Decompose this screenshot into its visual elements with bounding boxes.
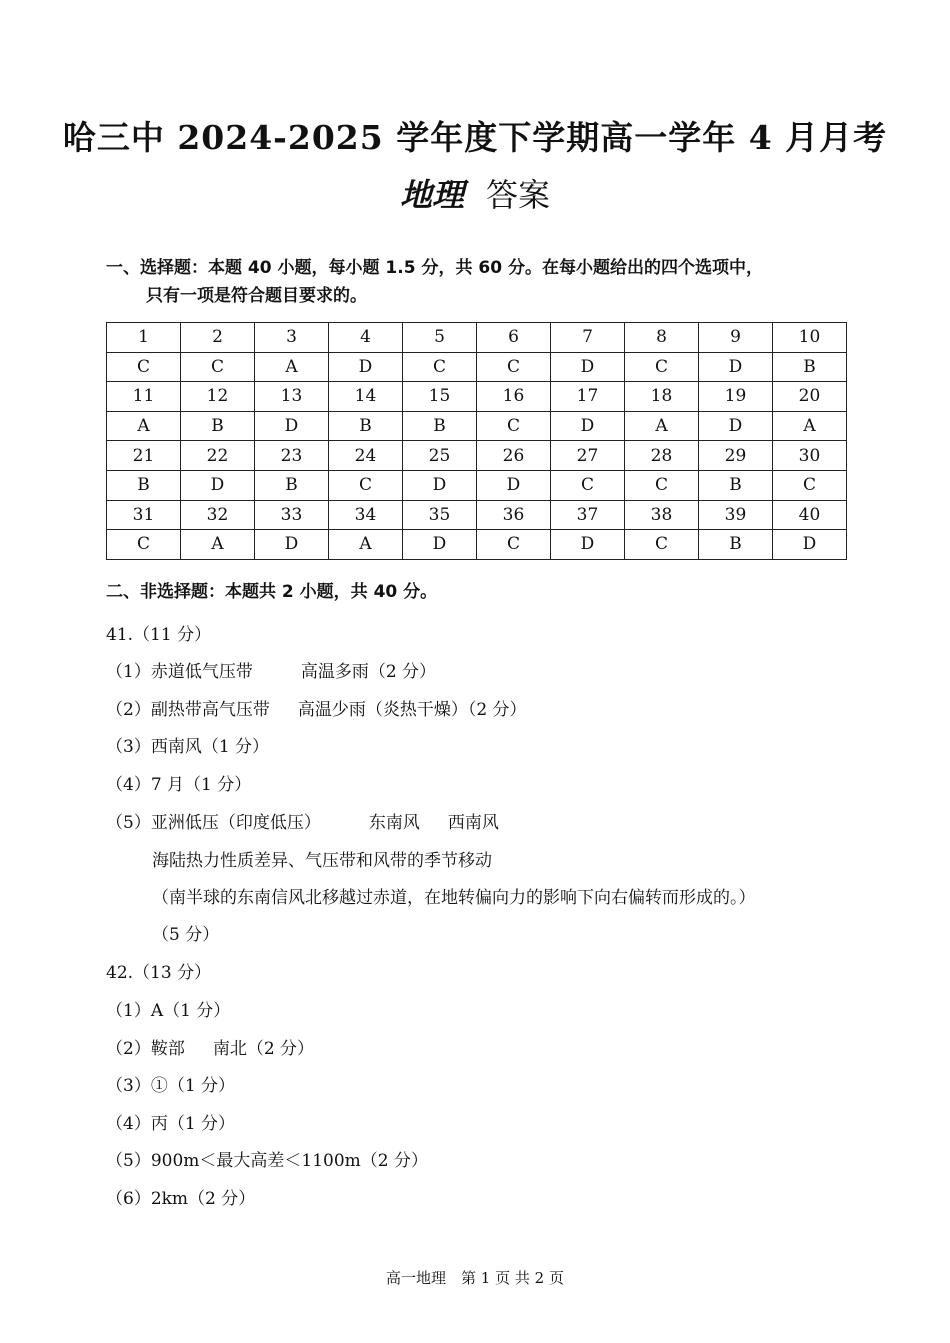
table-cell: 29	[699, 441, 773, 471]
q41-answer-5-score: （5 分）	[152, 925, 220, 945]
q41-answer-4: （4）7 月（1 分）	[106, 775, 252, 795]
q41-answer-3: （3）西南风（1 分）	[106, 737, 270, 757]
table-cell: A	[329, 530, 403, 560]
table-cell: D	[477, 470, 551, 500]
answer-label: 答案	[486, 176, 551, 214]
table-cell: 38	[625, 500, 699, 530]
table-cell: D	[403, 530, 477, 560]
table-row	[107, 530, 847, 560]
q41-answer-2: （2）副热带高气压带 高温少雨（炎热干燥）（2 分）	[106, 700, 527, 720]
table-cell: 35	[403, 500, 477, 530]
table-row	[107, 441, 847, 471]
table-row	[107, 382, 847, 412]
table-cell: 13	[255, 382, 329, 412]
table-cell: A	[255, 352, 329, 382]
table-cell: A	[107, 411, 181, 441]
table-cell: 16	[477, 382, 551, 412]
table-cell: 30	[773, 441, 847, 471]
table-cell: 25	[403, 441, 477, 471]
table-cell: 22	[181, 441, 255, 471]
table-row	[107, 352, 847, 382]
table-cell: B	[403, 411, 477, 441]
q42-answer-1: （1）A（1 分）	[106, 1001, 231, 1021]
table-cell: D	[181, 470, 255, 500]
q42-answer-6: （6）2km（2 分）	[106, 1189, 256, 1209]
table-cell: B	[107, 470, 181, 500]
table-cell: C	[329, 470, 403, 500]
q42-heading: 42.（13 分）	[106, 963, 212, 983]
table-cell: D	[403, 470, 477, 500]
table-cell: A	[773, 411, 847, 441]
section2-heading: 二、非选择题：本题共 2 小题，共 40 分。	[106, 582, 438, 602]
q41-answer-1: （1）赤道低气压带 高温多雨（2 分）	[106, 662, 437, 682]
table-cell: 31	[107, 500, 181, 530]
table-row	[107, 470, 847, 500]
table-cell: 20	[773, 382, 847, 412]
table-cell: D	[329, 352, 403, 382]
table-cell: D	[699, 352, 773, 382]
table-cell: 26	[477, 441, 551, 471]
table-cell: 39	[699, 500, 773, 530]
table-cell: C	[625, 470, 699, 500]
table-cell: A	[181, 530, 255, 560]
table-cell: 27	[551, 441, 625, 471]
table-cell: 32	[181, 500, 255, 530]
table-cell: 7	[551, 323, 625, 353]
table-cell: 14	[329, 382, 403, 412]
table-cell: 37	[551, 500, 625, 530]
table-cell: D	[255, 530, 329, 560]
table-cell: C	[477, 352, 551, 382]
table-cell: 8	[625, 323, 699, 353]
table-cell: 18	[625, 382, 699, 412]
table-cell: 40	[773, 500, 847, 530]
page-title: 哈三中 2024-2025 学年度下学期高一学年 4 月月考	[62, 118, 888, 157]
table-cell: D	[773, 530, 847, 560]
section1-line1: 一、选择题：本题 40 小题，每小题 1.5 分，共 60 分。在每小题给出的四个选项中，	[106, 258, 763, 278]
table-cell: D	[699, 411, 773, 441]
table-cell: 17	[551, 382, 625, 412]
table-cell: B	[699, 470, 773, 500]
table-cell: 15	[403, 382, 477, 412]
table-cell: B	[329, 411, 403, 441]
table-cell: 23	[255, 441, 329, 471]
q42-answer-5: （5）900m＜最大高差＜1100m（2 分）	[106, 1151, 428, 1171]
q41-answer-5-note: （南半球的东南信风北移越过赤道，在地转偏向力的影响下向右偏转而形成的。）	[152, 888, 756, 908]
table-cell: 5	[403, 323, 477, 353]
table-cell: C	[551, 470, 625, 500]
table-cell: 24	[329, 441, 403, 471]
table-cell: 9	[699, 323, 773, 353]
table-cell: 10	[773, 323, 847, 353]
table-cell: 2	[181, 323, 255, 353]
subject-name: 地理	[399, 176, 464, 214]
table-cell: C	[107, 352, 181, 382]
page-subtitle	[0, 170, 950, 216]
table-cell: D	[551, 352, 625, 382]
q42-answer-3: （3）①（1 分）	[106, 1076, 236, 1096]
table-cell: B	[181, 411, 255, 441]
table-cell: 11	[107, 382, 181, 412]
table-cell: B	[255, 470, 329, 500]
table-cell: C	[625, 530, 699, 560]
page-footer: 高一地理 第 1 页 共 2 页	[386, 1269, 564, 1287]
table-cell: 33	[255, 500, 329, 530]
table-row	[107, 500, 847, 530]
section1-line2: 只有一项是符合题目要求的。	[146, 286, 367, 306]
table-cell: 12	[181, 382, 255, 412]
table-cell: C	[625, 352, 699, 382]
table-cell: 3	[255, 323, 329, 353]
table-cell: D	[551, 411, 625, 441]
table-cell: C	[181, 352, 255, 382]
table-cell: C	[773, 470, 847, 500]
table-cell: C	[403, 352, 477, 382]
table-cell: 34	[329, 500, 403, 530]
table-cell: B	[773, 352, 847, 382]
table-cell: 6	[477, 323, 551, 353]
table-cell: C	[477, 530, 551, 560]
q41-answer-5-reason: 海陆热力性质差异、气压带和风带的季节移动	[152, 851, 492, 871]
q42-answer-4: （4）丙（1 分）	[106, 1114, 236, 1134]
table-row	[107, 411, 847, 441]
table-cell: 28	[625, 441, 699, 471]
table-row	[107, 323, 847, 353]
section1-heading	[106, 254, 846, 310]
q41-heading: 41.（11 分）	[106, 625, 212, 645]
table-cell: B	[699, 530, 773, 560]
table-cell: D	[255, 411, 329, 441]
table-cell: C	[107, 530, 181, 560]
table-cell: A	[625, 411, 699, 441]
table-cell: 4	[329, 323, 403, 353]
answer-table	[106, 322, 847, 560]
table-cell: 21	[107, 441, 181, 471]
table-cell: C	[477, 411, 551, 441]
q42-answer-2: （2）鞍部 南北（2 分）	[106, 1039, 315, 1059]
table-cell: 1	[107, 323, 181, 353]
table-cell: D	[551, 530, 625, 560]
table-cell: 19	[699, 382, 773, 412]
table-cell: 36	[477, 500, 551, 530]
q41-answer-5: （5）亚洲低压（印度低压） 东南风 西南风	[106, 813, 499, 833]
